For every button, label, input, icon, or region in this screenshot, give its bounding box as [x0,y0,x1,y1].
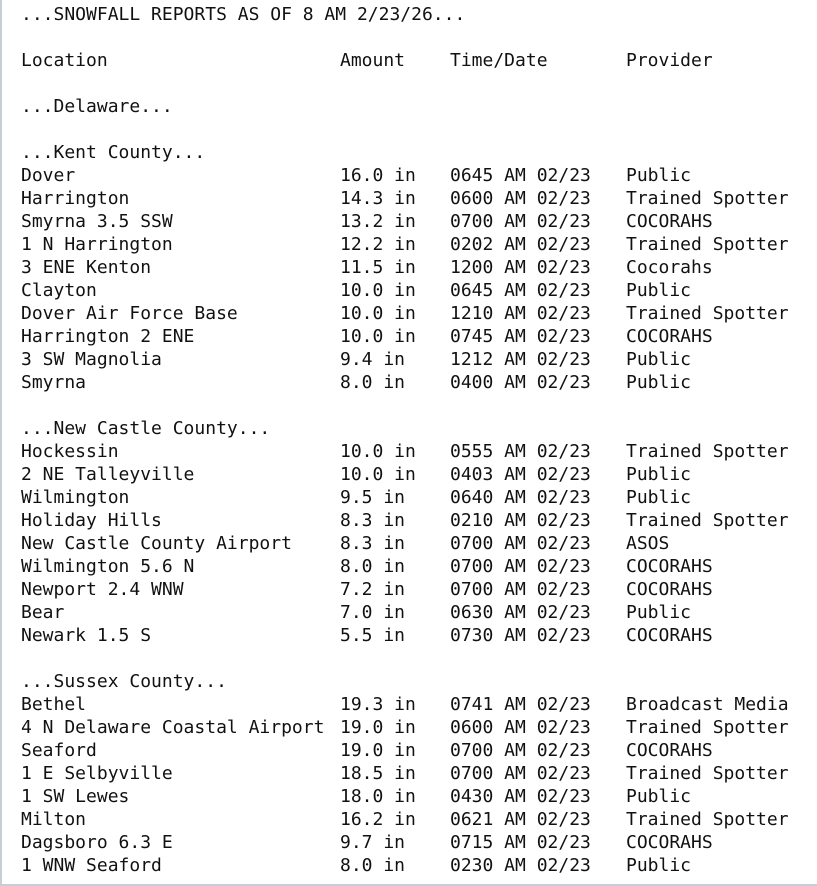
cell-provider: Public [626,855,692,876]
cell-amount: 8.0 in [340,556,406,577]
cell-time-date: 0715 AM 02/23 [450,832,591,853]
cell-time-date: 0700 AM 02/23 [450,740,591,761]
cell-location: Newport 2.4 WNW [21,579,184,600]
cell-amount: 19.3 in [340,694,416,715]
cell-provider: Broadcast Media [626,694,789,715]
cell-amount: 5.5 in [340,625,406,646]
cell-amount: 19.0 in [340,740,416,761]
cell-time-date: 0555 AM 02/23 [450,441,591,462]
header-time-date: Time/Date [450,50,548,71]
cell-time-date: 0600 AM 02/23 [450,188,591,209]
county-heading: ...New Castle County... [21,418,271,439]
cell-provider: Trained Spotter [626,441,789,462]
cell-provider: COCORAHS [626,556,713,577]
cell-time-date: 0403 AM 02/23 [450,464,591,485]
cell-amount: 10.0 in [340,303,416,324]
county-heading: ...Sussex County... [21,671,227,692]
state-heading: ...Delaware... [21,96,173,117]
cell-provider: COCORAHS [626,579,713,600]
cell-provider: Trained Spotter [626,510,789,531]
cell-amount: 7.0 in [340,602,406,623]
cell-provider: COCORAHS [626,832,713,853]
cell-location: Bethel [21,694,87,715]
cell-provider: Public [626,165,692,186]
cell-provider: Trained Spotter [626,809,789,830]
cell-location: 1 WNW Seaford [21,855,162,876]
cell-provider: Public [626,464,692,485]
cell-time-date: 1212 AM 02/23 [450,349,591,370]
report-title: ...SNOWFALL REPORTS AS OF 8 AM 2/23/26... [21,4,466,25]
cell-amount: 18.5 in [340,763,416,784]
cell-location: Wilmington [21,487,130,508]
cell-provider: Public [626,349,692,370]
cell-time-date: 0645 AM 02/23 [450,165,591,186]
cell-location: Newark 1.5 S [21,625,152,646]
cell-location: Seaford [21,740,97,761]
cell-amount: 8.0 in [340,855,406,876]
cell-provider: COCORAHS [626,625,713,646]
cell-amount: 16.0 in [340,165,416,186]
cell-provider: Public [626,786,692,807]
cell-location: Bear [21,602,65,623]
cell-provider: Trained Spotter [626,188,789,209]
cell-time-date: 0210 AM 02/23 [450,510,591,531]
cell-amount: 9.7 in [340,832,406,853]
cell-provider: Public [626,487,692,508]
cell-provider: Trained Spotter [626,303,789,324]
cell-provider: ASOS [626,533,670,554]
header-provider: Provider [626,50,713,71]
cell-location: 4 N Delaware Coastal Airport [21,717,325,738]
cell-amount: 12.2 in [340,234,416,255]
cell-amount: 10.0 in [340,464,416,485]
cell-amount: 8.3 in [340,510,406,531]
cell-location: Clayton [21,280,97,301]
cell-amount: 8.0 in [340,372,406,393]
cell-location: Dover Air Force Base [21,303,238,324]
cell-amount: 19.0 in [340,717,416,738]
cell-location: Milton [21,809,87,830]
cell-amount: 11.5 in [340,257,416,278]
cell-time-date: 0745 AM 02/23 [450,326,591,347]
cell-provider: Trained Spotter [626,234,789,255]
cell-location: Holiday Hills [21,510,162,531]
cell-location: Harrington [21,188,130,209]
header-location: Location [21,50,108,71]
cell-provider: COCORAHS [626,326,713,347]
cell-amount: 7.2 in [340,579,406,600]
cell-location: Hockessin [21,441,119,462]
cell-location: Dagsboro 6.3 E [21,832,173,853]
cell-provider: COCORAHS [626,740,713,761]
cell-time-date: 0700 AM 02/23 [450,211,591,232]
cell-time-date: 0230 AM 02/23 [450,855,591,876]
county-heading: ...Kent County... [21,142,206,163]
cell-amount: 18.0 in [340,786,416,807]
cell-location: 1 N Harrington [21,234,173,255]
cell-time-date: 0700 AM 02/23 [450,763,591,784]
cell-amount: 8.3 in [340,533,406,554]
cell-location: Harrington 2 ENE [21,326,195,347]
cell-provider: COCORAHS [626,211,713,232]
cell-amount: 16.2 in [340,809,416,830]
cell-time-date: 0202 AM 02/23 [450,234,591,255]
cell-time-date: 0400 AM 02/23 [450,372,591,393]
cell-time-date: 0700 AM 02/23 [450,533,591,554]
cell-amount: 14.3 in [340,188,416,209]
cell-amount: 10.0 in [340,280,416,301]
cell-time-date: 0730 AM 02/23 [450,625,591,646]
cell-location: New Castle County Airport [21,533,292,554]
cell-time-date: 0600 AM 02/23 [450,717,591,738]
cell-provider: Public [626,602,692,623]
cell-amount: 10.0 in [340,441,416,462]
cell-location: 3 SW Magnolia [21,349,162,370]
cell-location: Smyrna [21,372,87,393]
cell-time-date: 0640 AM 02/23 [450,487,591,508]
cell-time-date: 0630 AM 02/23 [450,602,591,623]
cell-time-date: 0741 AM 02/23 [450,694,591,715]
cell-amount: 13.2 in [340,211,416,232]
header-amount: Amount [340,50,406,71]
cell-location: 1 SW Lewes [21,786,130,807]
cell-provider: Trained Spotter [626,763,789,784]
cell-amount: 9.4 in [340,349,406,370]
cell-time-date: 0430 AM 02/23 [450,786,591,807]
cell-time-date: 1210 AM 02/23 [450,303,591,324]
cell-provider: Trained Spotter [626,717,789,738]
cell-location: 3 ENE Kenton [21,257,152,278]
cell-time-date: 0700 AM 02/23 [450,556,591,577]
cell-provider: Public [626,372,692,393]
cell-location: 1 E Selbyville [21,763,173,784]
cell-amount: 9.5 in [340,487,406,508]
cell-time-date: 0700 AM 02/23 [450,579,591,600]
cell-provider: Public [626,280,692,301]
cell-time-date: 1200 AM 02/23 [450,257,591,278]
cell-provider: Cocorahs [626,257,713,278]
cell-time-date: 0645 AM 02/23 [450,280,591,301]
cell-location: Wilmington 5.6 N [21,556,195,577]
cell-location: Dover [21,165,76,186]
cell-amount: 10.0 in [340,326,416,347]
cell-time-date: 0621 AM 02/23 [450,809,591,830]
cell-location: Smyrna 3.5 SSW [21,211,173,232]
cell-location: 2 NE Talleyville [21,464,195,485]
